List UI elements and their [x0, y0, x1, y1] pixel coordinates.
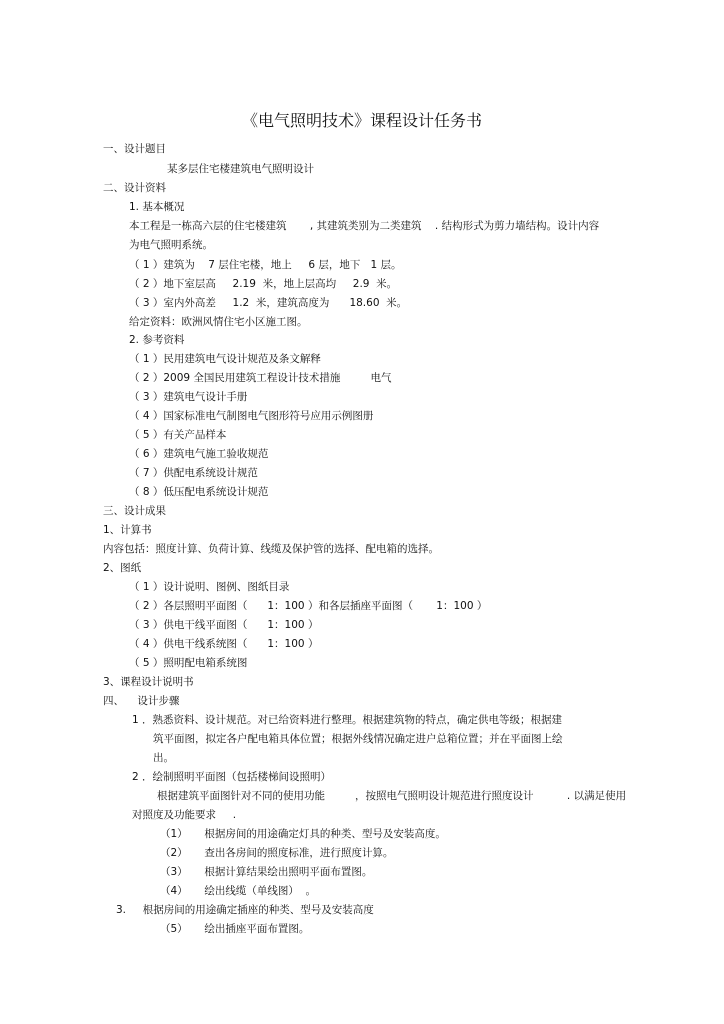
text-line: （ 1 ）民用建筑电气设计规范及条文解释 — [129, 353, 321, 365]
text-line: （ 5 ）照明配电箱系统图 — [129, 657, 248, 669]
text-line: （ 5 ）有关产品样本 — [129, 429, 227, 441]
text-line: （ 2 ）地下室层高 2.19 米，地上层高均 2.9 米。 — [129, 278, 398, 290]
text-line: 内容包括：照度计算、负荷计算、线缆及保护管的选择、配电箱的选择。 — [103, 543, 439, 555]
document-title: 《电气照明技术》课程设计任务书 — [241, 111, 482, 130]
text-line: （ 4 ）国家标准电气制图电气图形符号应用示例图册 — [129, 410, 374, 422]
text-line: 1、计算书 — [103, 524, 152, 536]
text-line: （ 3 ）供电干线平面图（ 1：100 ） — [129, 619, 319, 631]
text-line: （ 1 ）建筑为 7 层住宅楼，地上 6 层，地下 1 层。 — [129, 259, 402, 271]
text-line: （ 3 ）建筑电气设计手册 — [129, 391, 248, 403]
section-heading: 一、设计题目 — [103, 143, 166, 155]
section-heading: 三、设计成果 — [103, 505, 166, 517]
text-line: 根据建筑平面图针对不同的使用功能 ，按照电气照明设计规范进行照度设计 . 以满足使用 — [157, 790, 627, 802]
text-line: （ 4 ）供电干线系统图（ 1：100 ） — [129, 638, 319, 650]
text-line: （ 1 ）设计说明、图例、图纸目录 — [129, 581, 290, 593]
text-line: 3. 根据房间的用途确定插座的种类、型号及安装高度 — [116, 904, 374, 916]
text-line: （3） 根据计算结果绘出照明平面布置图。 — [160, 866, 373, 878]
text-line: （1） 根据房间的用途确定灯具的种类、型号及安装高度。 — [160, 828, 446, 840]
text-line: （ 7 ）供配电系统设计规范 — [129, 467, 258, 479]
text-line: 为电气照明系统。 — [129, 239, 213, 251]
text-line: 本工程是一栋高六层的住宅楼建筑 , 其建筑类别为二类建筑 . 结构形式为剪力墙结构。设计内容 — [129, 220, 600, 232]
text-line: （ 6 ）建筑电气施工验收规范 — [129, 448, 269, 460]
text-line: 1 ．熟悉资料、设计规范。对已给资料进行整理。根据建筑物的特点，确定供电等级；根据建 — [132, 714, 563, 726]
text-line: 1. 基本概况 — [129, 201, 185, 213]
section-heading: 四、 设计步骤 — [103, 695, 180, 707]
text-line: （ 2 ）各层照明平面图（ 1：100 ）和各层插座平面图（ 1：100 ） — [129, 600, 488, 612]
section-heading: 二、设计资料 — [103, 182, 166, 194]
text-line: 2 ．绘制照明平面图（包括楼梯间设照明） — [132, 771, 332, 783]
text-line: （4） 绘出线缆（单线图） 。 — [160, 885, 317, 897]
text-line: 筑平面图，拟定各户配电箱具体位置；根据外线情况确定进户总箱位置；并在平面图上绘 — [153, 733, 563, 745]
text-line: （ 2 ）2009 全国民用建筑工程设计技术措施 电气 — [129, 372, 392, 384]
text-line: 给定资料：欧洲风情住宅小区施工图。 — [129, 316, 308, 328]
text-line: 出。 — [153, 752, 174, 764]
text-line: 对照度及功能要求 . — [132, 809, 237, 821]
text-line: （5） 绘出插座平面布置图。 — [160, 923, 310, 935]
text-line: 2. 参考资料 — [129, 334, 185, 346]
text-line: 2、图纸 — [103, 562, 142, 574]
text-line: （ 8 ）低压配电系统设计规范 — [129, 486, 269, 498]
text-line: 3、课程设计说明书 — [103, 676, 194, 688]
text-line: （2） 查出各房间的照度标准，进行照度计算。 — [160, 847, 394, 859]
text-line: （ 3 ）室内外高差 1.2 米，建筑高度为 18.60 米。 — [129, 297, 408, 309]
text-line: 某多层住宅楼建筑电气照明设计 — [167, 163, 314, 175]
